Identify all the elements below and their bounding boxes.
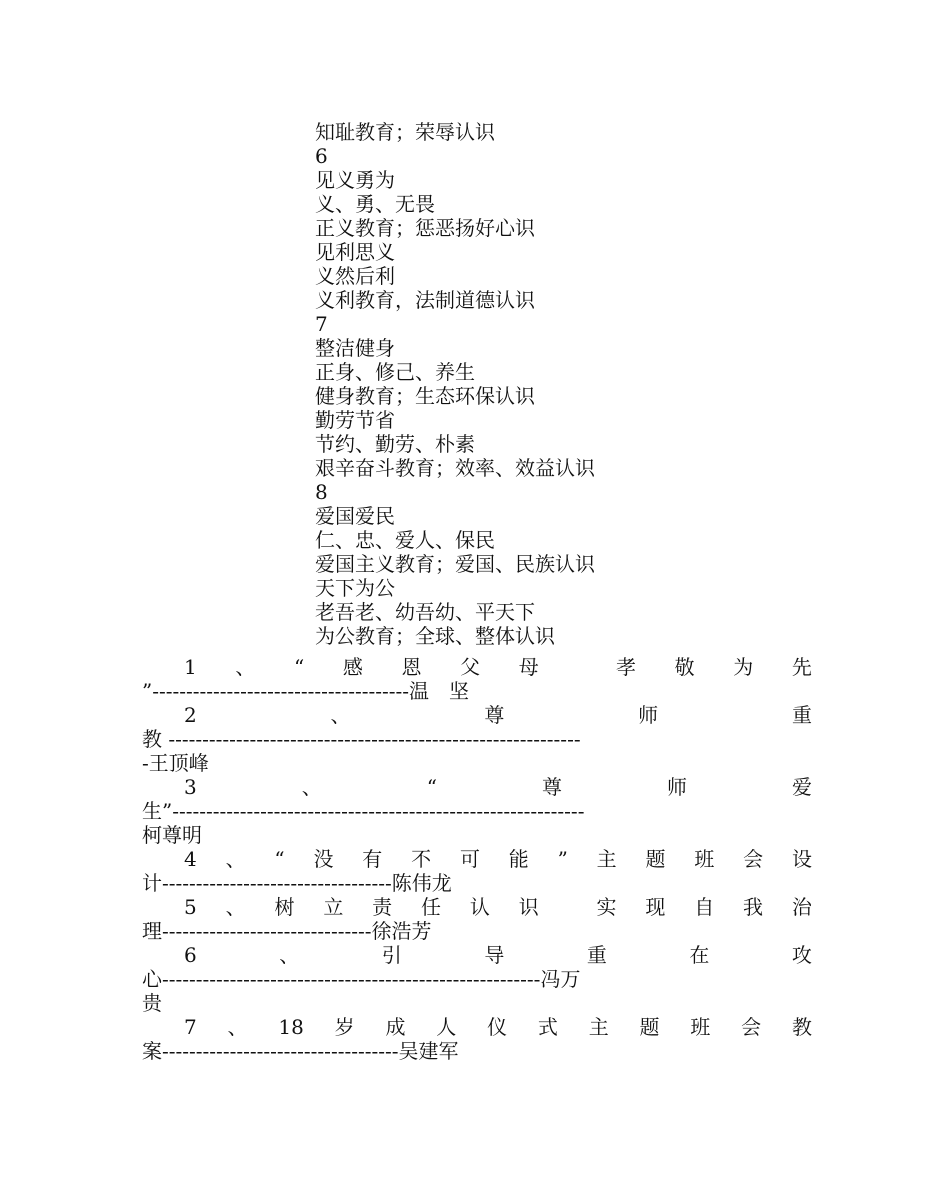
toc-token: 尊 xyxy=(484,703,505,727)
toc-token: 成 xyxy=(385,1015,406,1039)
toc-token: 先 xyxy=(791,655,812,679)
list-line: 正义教育；惩恶扬好心识 xyxy=(315,216,535,240)
toc-entry-line xyxy=(142,895,812,919)
list-line: 老吾老、幼吾幼、平天下 xyxy=(315,600,535,624)
toc-token: 可 xyxy=(459,847,480,871)
toc-continuation-line: 心--------------------------------------------------------冯万 xyxy=(142,967,581,991)
toc-token: 、 xyxy=(235,655,256,679)
toc-token: 在 xyxy=(689,943,710,967)
list-line: 勤劳节省 xyxy=(315,408,395,432)
toc-token: 恩 xyxy=(401,655,422,679)
toc-token: 7 xyxy=(184,1015,197,1039)
toc-entry-line xyxy=(142,847,812,871)
toc-token: 题 xyxy=(645,847,666,871)
toc-token: 班 xyxy=(694,847,715,871)
toc-continuation-line: 计----------------------------------陈伟龙 xyxy=(142,871,452,895)
list-line: 义利教育，法制道德认识 xyxy=(315,288,535,312)
toc-token: 任 xyxy=(421,895,442,919)
toc-token: 责 xyxy=(372,895,393,919)
toc-token: 立 xyxy=(323,895,344,919)
toc-token: 、 xyxy=(330,703,351,727)
toc-entry-line xyxy=(142,655,812,679)
toc-token: 设 xyxy=(791,847,812,871)
toc-token: 岁 xyxy=(334,1015,355,1039)
toc-token: 不 xyxy=(411,847,432,871)
list-line: 6 xyxy=(315,144,328,168)
list-line: 艰辛奋斗教育；效率、效益认识 xyxy=(315,456,595,480)
toc-continuation-line: 生”------------------------------------------------------------- xyxy=(142,799,585,823)
table-of-contents xyxy=(142,655,812,1063)
toc-token: 治 xyxy=(791,895,812,919)
toc-continuation-line: ”--------------------------------------温 坚 xyxy=(142,679,470,703)
toc-entry-line xyxy=(142,775,812,799)
toc-token: 实 xyxy=(596,895,617,919)
toc-token: 认 xyxy=(469,895,490,919)
toc-token: 导 xyxy=(484,943,505,967)
toc-token: 引 xyxy=(381,943,402,967)
toc-token: 1 xyxy=(184,655,197,679)
toc-token: 人 xyxy=(436,1015,457,1039)
list-line: 知耻教育；荣辱认识 xyxy=(315,120,495,144)
toc-token: 6 xyxy=(184,943,197,967)
toc-token: 、 xyxy=(225,847,246,871)
toc-token: 、 xyxy=(301,775,322,799)
toc-token: 攻 xyxy=(791,943,812,967)
list-line: 义、勇、无畏 xyxy=(315,192,435,216)
toc-token: 仪 xyxy=(487,1015,508,1039)
toc-token: 母 xyxy=(518,655,539,679)
toc-token: 重 xyxy=(586,943,607,967)
toc-continuation-line: 理-------------------------------徐浩芳 xyxy=(142,919,432,943)
list-line: 健身教育；生态环保认识 xyxy=(315,384,535,408)
list-line: 爱国爱民 xyxy=(315,504,395,528)
toc-token: 识 xyxy=(518,895,539,919)
toc-entry-line xyxy=(142,703,812,727)
list-line: 8 xyxy=(315,480,328,504)
toc-token: 3 xyxy=(184,775,197,799)
list-line: 天下为公 xyxy=(315,576,395,600)
value-list xyxy=(315,120,595,648)
list-line: 见义勇为 xyxy=(315,168,395,192)
toc-token: 敬 xyxy=(674,655,695,679)
list-line: 正身、修己、养生 xyxy=(315,360,475,384)
toc-token: 我 xyxy=(743,895,764,919)
toc-token: 尊 xyxy=(541,775,562,799)
toc-token: 树 xyxy=(274,895,295,919)
toc-token: 父 xyxy=(460,655,481,679)
toc-continuation-line: 贵 xyxy=(142,991,162,1015)
toc-token: ” xyxy=(557,847,568,871)
list-line: 为公教育；全球、整体认识 xyxy=(315,624,555,648)
toc-token: 现 xyxy=(645,895,666,919)
toc-token: 会 xyxy=(743,847,764,871)
toc-token: 5 xyxy=(184,895,197,919)
toc-token: 师 xyxy=(638,703,659,727)
toc-token: 式 xyxy=(537,1015,558,1039)
toc-token: 孝 xyxy=(615,655,636,679)
toc-token: 2 xyxy=(184,703,197,727)
toc-continuation-line: 案-----------------------------------吴建军 xyxy=(142,1039,459,1063)
toc-token: 重 xyxy=(791,703,812,727)
toc-token: 为 xyxy=(733,655,754,679)
toc-token: 没 xyxy=(313,847,334,871)
toc-continuation-line: 柯尊明 xyxy=(142,823,202,847)
toc-token: 会 xyxy=(741,1015,762,1039)
toc-token: 教 xyxy=(791,1015,812,1039)
toc-token: 师 xyxy=(666,775,687,799)
toc-token: 、 xyxy=(279,943,300,967)
toc-token: 18 xyxy=(278,1015,304,1039)
toc-token: 、 xyxy=(227,1015,248,1039)
toc-token: “ xyxy=(274,847,285,871)
toc-token: “ xyxy=(426,775,437,799)
toc-token: 主 xyxy=(596,847,617,871)
toc-token: 题 xyxy=(639,1015,660,1039)
toc-token: 感 xyxy=(342,655,363,679)
list-line: 义然后利 xyxy=(315,264,395,288)
toc-token: 班 xyxy=(690,1015,711,1039)
toc-token: 能 xyxy=(508,847,529,871)
toc-token: “ xyxy=(293,655,305,679)
toc-entry-line xyxy=(142,943,812,967)
list-line: 仁、忠、爱人、保民 xyxy=(315,528,495,552)
toc-token: 4 xyxy=(184,847,197,871)
toc-token: 自 xyxy=(694,895,715,919)
toc-token: 、 xyxy=(225,895,246,919)
list-line: 见利思义 xyxy=(315,240,395,264)
toc-token: 有 xyxy=(362,847,383,871)
toc-continuation-line: 教 ------------------------------------------------------------- xyxy=(142,727,581,751)
list-line: 7 xyxy=(315,312,328,336)
toc-token: 主 xyxy=(588,1015,609,1039)
toc-token: 爱 xyxy=(791,775,812,799)
toc-continuation-line: -王顶峰 xyxy=(142,751,209,775)
list-line: 节约、勤劳、朴素 xyxy=(315,432,475,456)
toc-entry-line xyxy=(142,1015,812,1039)
list-line: 爱国主义教育；爱国、民族认识 xyxy=(315,552,595,576)
list-line: 整洁健身 xyxy=(315,336,395,360)
